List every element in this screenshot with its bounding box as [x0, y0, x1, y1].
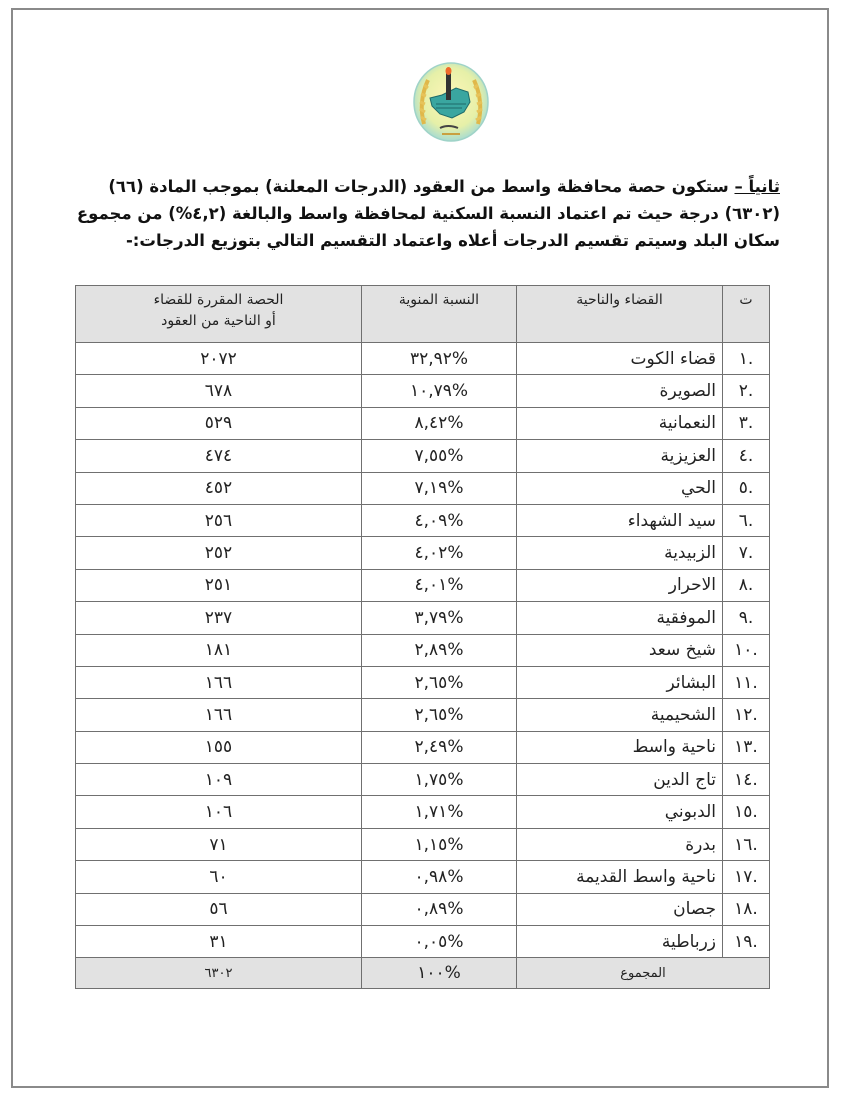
share-value: ٦٧٨: [76, 375, 362, 407]
district-name: ناحية واسط: [517, 731, 723, 763]
percentage-value: %١,١٥: [362, 828, 517, 860]
row-number: .٨: [723, 569, 770, 601]
percentage-value: %٠,٨٩: [362, 893, 517, 925]
table-row: [76, 407, 770, 439]
share-value: ١٥٥: [76, 731, 362, 763]
intro-paragraph: [70, 173, 780, 254]
district-name: زرباطية: [517, 926, 723, 958]
share-value: ١٦٦: [76, 666, 362, 698]
percentage-value: %٠,٠٥: [362, 926, 517, 958]
share-value: ٣١: [76, 926, 362, 958]
table-row: [76, 472, 770, 504]
row-number: .١٠: [723, 634, 770, 666]
total-row: [76, 958, 770, 989]
district-name: قضاء الكوت: [517, 343, 723, 375]
district-name: الاحرار: [517, 569, 723, 601]
table-row: [76, 602, 770, 634]
wasit-emblem-logo: [412, 62, 490, 142]
row-number: .١١: [723, 666, 770, 698]
share-value: ١٨١: [76, 634, 362, 666]
table-row: [76, 796, 770, 828]
row-number: .٤: [723, 440, 770, 472]
share-value: ٢٥١: [76, 569, 362, 601]
district-name: البشائر: [517, 666, 723, 698]
share-value: ١٠٦: [76, 796, 362, 828]
table-row: [76, 537, 770, 569]
share-value: ٤٥٢: [76, 472, 362, 504]
district-name: ناحية واسط القديمة: [517, 861, 723, 893]
share-value: ٤٧٤: [76, 440, 362, 472]
row-number: .٦: [723, 504, 770, 536]
percentage-value: %٢,٦٥: [362, 666, 517, 698]
row-number: .١٧: [723, 861, 770, 893]
table-row: [76, 828, 770, 860]
total-share: ٦٣٠٢: [76, 958, 362, 989]
header-district: القضاء والناحية: [517, 286, 723, 343]
district-name: تاج الدين: [517, 764, 723, 796]
row-number: .١٤: [723, 764, 770, 796]
header-percentage: النسبة المنوية: [362, 286, 517, 343]
percentage-value: %٠,٩٨: [362, 861, 517, 893]
table-header-row: [76, 286, 770, 343]
district-name: شيخ سعد: [517, 634, 723, 666]
table-row: [76, 343, 770, 375]
header-share-line1: الحصة المقررة للقضاء: [153, 292, 284, 308]
total-percentage: %١٠٠: [362, 958, 517, 989]
table-row: [76, 375, 770, 407]
percentage-value: %١,٧١: [362, 796, 517, 828]
row-number: .١٨: [723, 893, 770, 925]
table-row: [76, 440, 770, 472]
table-row: [76, 861, 770, 893]
district-name: الدبوني: [517, 796, 723, 828]
district-name: الموفقية: [517, 602, 723, 634]
row-number: .١٢: [723, 699, 770, 731]
percentage-value: %٨,٤٢: [362, 407, 517, 439]
percentage-value: %٢,٦٥: [362, 699, 517, 731]
percentage-value: %٤,٠٢: [362, 537, 517, 569]
row-number: .١٦: [723, 828, 770, 860]
share-value: ٥٢٩: [76, 407, 362, 439]
percentage-value: %٣٢,٩٢: [362, 343, 517, 375]
total-label: المجموع: [517, 958, 770, 989]
paragraph-body: ستكون حصة محافظة واسط من العقود (الدرجات المعلنة) بموجب المادة (٦٦) (٦٣٠٢) درجة حيث تم اعتماد النسبة السكنية لمحافظة واسط والبالغة (٤,٢%) من مجموع سكان البلد وسيتم تقسيم الدرجات أعلاه واعتماد التقسيم التالي بتوزيع الدرجات:-: [76, 177, 780, 250]
row-number: .١٩: [723, 926, 770, 958]
table-row: [76, 699, 770, 731]
district-name: الزبيدية: [517, 537, 723, 569]
share-value: ٢٣٧: [76, 602, 362, 634]
header-share: [76, 286, 362, 343]
district-name: بدرة: [517, 828, 723, 860]
header-number: ت: [723, 286, 770, 343]
district-name: النعمانية: [517, 407, 723, 439]
district-name: جصان: [517, 893, 723, 925]
district-name: الحي: [517, 472, 723, 504]
district-name: الشحيمية: [517, 699, 723, 731]
header-share-line2: أو الناحية من العقود: [161, 313, 276, 329]
row-number: .٥: [723, 472, 770, 504]
percentage-value: %٣,٧٩: [362, 602, 517, 634]
share-value: ١٦٦: [76, 699, 362, 731]
percentage-value: %١,٧٥: [362, 764, 517, 796]
table-row: [76, 634, 770, 666]
row-number: .١٣: [723, 731, 770, 763]
row-number: .٧: [723, 537, 770, 569]
table-row: [76, 764, 770, 796]
row-number: .٣: [723, 407, 770, 439]
row-number: .١: [723, 343, 770, 375]
table-row: [76, 569, 770, 601]
table-row: [76, 666, 770, 698]
share-value: ٢٠٧٢: [76, 343, 362, 375]
percentage-value: %٧,١٩: [362, 472, 517, 504]
table-row: [76, 893, 770, 925]
share-value: ٢٥٦: [76, 504, 362, 536]
share-value: ٥٦: [76, 893, 362, 925]
section-marker: ثانياً –: [734, 177, 780, 196]
share-value: ١٠٩: [76, 764, 362, 796]
row-number: .١٥: [723, 796, 770, 828]
district-name: سيد الشهداء: [517, 504, 723, 536]
percentage-value: %٢,٤٩: [362, 731, 517, 763]
row-number: .٩: [723, 602, 770, 634]
share-value: ٢٥٢: [76, 537, 362, 569]
table-row: [76, 504, 770, 536]
district-name: العزيزية: [517, 440, 723, 472]
percentage-value: %٤,٠١: [362, 569, 517, 601]
district-name: الصويرة: [517, 375, 723, 407]
grades-distribution-table: [75, 285, 770, 989]
share-value: ٧١: [76, 828, 362, 860]
table-row: [76, 926, 770, 958]
percentage-value: %٤,٠٩: [362, 504, 517, 536]
table-row: [76, 731, 770, 763]
percentage-value: %١٠,٧٩: [362, 375, 517, 407]
percentage-value: %٢,٨٩: [362, 634, 517, 666]
percentage-value: %٧,٥٥: [362, 440, 517, 472]
emblem-icon: [412, 62, 490, 142]
share-value: ٦٠: [76, 861, 362, 893]
row-number: .٢: [723, 375, 770, 407]
